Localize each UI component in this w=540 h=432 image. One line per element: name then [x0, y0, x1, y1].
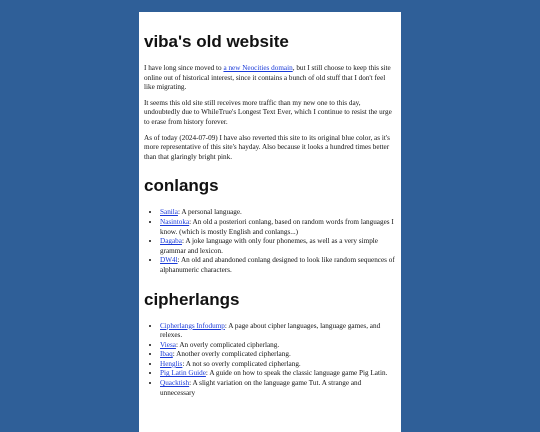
list-item — [160, 350, 396, 360]
list-item — [160, 208, 396, 218]
page-title: viba's old website — [144, 32, 289, 51]
list-item-description: : A not so overly complicated cipherlang. — [182, 359, 301, 368]
intro-paragraph-2: It seems this old site still receives more traffic than my new one to this day, undoubtedly due to WhileTrue's Longest Text Ever, which I continue to resist the urge to erase from history forever. — [144, 98, 392, 126]
list-item-description: : A guide on how to speak the classic language game Pig Latin. — [205, 369, 388, 378]
intro-text-before: I have long since moved to — [144, 64, 224, 72]
intro-paragraph-1 — [144, 64, 396, 93]
list-item-description: : A slight variation on the language game Tut. A strange and unnecessary — [160, 379, 362, 397]
ibaq-link[interactable]: Ibaq — [160, 350, 173, 359]
cipherlangs-heading: cipherlangs — [144, 289, 240, 309]
viesa-link[interactable]: Viesa — [160, 340, 176, 349]
cipherlangs-list — [144, 322, 396, 399]
list-item — [160, 341, 396, 351]
list-item-description: : A page about cipher languages, language games, and relexes. — [160, 321, 381, 340]
cipherlangs-infodump-link[interactable]: Cipherlangs Infodump — [160, 321, 225, 330]
list-item — [160, 322, 396, 341]
page-content — [139, 12, 401, 432]
intro-paragraph-3: As of today (2024-07-09) I have also reverted this site to its original blue color, as it's more representative of this site's hayday. Also because it looks a hundred times better than that glaringly bright pink. — [144, 133, 390, 161]
list-item-description: : A personal language. — [177, 208, 242, 217]
sanila-link[interactable]: Sanila — [160, 208, 178, 217]
dw4l-link[interactable]: DW4l — [160, 256, 178, 265]
dagaba-link[interactable]: Dagaba — [160, 237, 182, 246]
list-item — [160, 256, 396, 275]
list-item — [160, 218, 396, 237]
list-item-description: : An old a posteriori conlang, based on random words from languages I know. (which is mostly English and conlangs...) — [160, 217, 394, 236]
conlangs-list — [144, 208, 396, 275]
list-item-description: : An overly complicated cipherlang. — [175, 340, 280, 349]
list-item — [160, 237, 396, 256]
list-item — [160, 379, 396, 398]
nasintoka-link[interactable]: Nasintoka — [160, 217, 190, 226]
pig-latin-guide-link[interactable]: Pig Latin Guide — [160, 369, 206, 378]
new-neocities-domain-link[interactable]: a new Neocities domain — [223, 64, 293, 72]
henglis-link[interactable]: Henglis — [160, 359, 183, 368]
intro-text-after: , but I still choose to keep this site online out of historical interest, since it contains a bunch of old stuff that I don't feel like migrating. — [144, 64, 391, 92]
list-item-description: : An old and abandoned conlang designed to look like random sequences of alphanumeric characters. — [160, 256, 395, 274]
list-item-description: : Another overly complicated cipherlang. — [172, 350, 291, 359]
conlangs-heading: conlangs — [144, 176, 219, 196]
quacktish-link[interactable]: Quacktish — [160, 379, 190, 388]
list-item — [160, 369, 396, 379]
list-item — [160, 360, 396, 370]
list-item-description: : A joke language with only four phonemes, as well as a very simple grammar and lexicon. — [160, 237, 378, 255]
